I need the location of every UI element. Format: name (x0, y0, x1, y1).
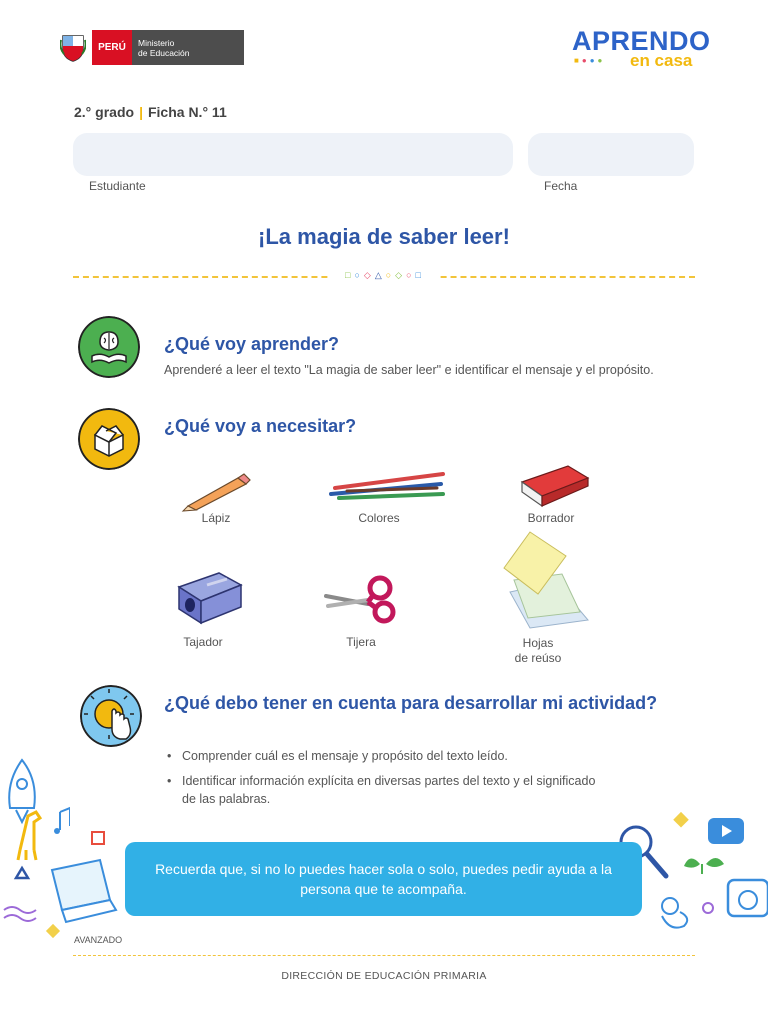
material-label-colors: Colores (358, 511, 400, 525)
date-label: Fecha (544, 179, 578, 193)
material-label-scissors: Tijera (346, 635, 376, 649)
brain-book-icon (78, 316, 140, 378)
learn-text: Aprenderé a leer el texto "La magia de saber leer" e identificar el mensaje y el propósito. (164, 363, 654, 377)
peru-badge: PERÚ (92, 30, 132, 65)
material-label-pencil: Lápiz (201, 511, 231, 525)
radio-icon (728, 880, 768, 916)
learn-heading: ¿Qué voy aprender? (164, 334, 340, 354)
date-field[interactable] (528, 133, 694, 176)
grade-label: 2.° grado (74, 104, 135, 120)
sharpener-icon (173, 565, 247, 627)
list-item: • Identificar información explícita en diversas partes del texto y el significado de las palabras. (165, 772, 605, 808)
reminder-note: Recuerda que, si no lo puedes hacer sola o solo, puedes pedir ayuda a la persona que te acompaña. (125, 842, 642, 916)
material-label-paper: Hojas de reúso (514, 636, 562, 665)
student-label: Estudiante (89, 179, 146, 193)
triangle-icon (16, 868, 28, 878)
wave-icon (4, 907, 36, 921)
ficha-separator: | (139, 104, 143, 120)
video-play-icon (708, 818, 744, 844)
minedu-logo (60, 30, 244, 65)
colored-pencils-icon (325, 470, 449, 504)
diamond-icon (46, 924, 60, 938)
need-heading: ¿Qué voy a necesitar? (164, 416, 357, 436)
divider-ornament-icon: □ ○ ◇ △ ○ ◇ ○ □ (330, 270, 438, 284)
page-title: ¡La magia de saber leer! (258, 224, 510, 249)
diamond-icon (673, 812, 689, 828)
eraser-icon (518, 458, 592, 508)
ministry-line-2: de Educación (138, 47, 190, 58)
ministry-badge (132, 30, 244, 65)
scissors-icon (322, 570, 400, 624)
student-name-field[interactable] (73, 133, 513, 176)
brand-dots-icon: ■●●● (574, 56, 606, 65)
footer-text: DIRECCIÓN DE EDUCACIÓN PRIMARIA (281, 970, 487, 982)
brand-line-2: en casa (630, 51, 693, 70)
material-label-eraser: Borrador (527, 511, 575, 525)
level-label: AVANZADO (74, 935, 123, 945)
material-label-sharpener: Tajador (183, 635, 223, 649)
consider-heading: ¿Qué debo tener en cuenta para desarrollar mi actividad? (164, 693, 658, 713)
grade-ficha-line (74, 104, 227, 120)
pencil-icon (180, 470, 252, 512)
ministry-line-1: Ministerio (138, 37, 175, 48)
sprout-icon (684, 858, 724, 874)
paper-sheets-icon (500, 528, 592, 632)
rocket-icon (9, 760, 35, 822)
light-touch-icon (80, 685, 142, 747)
footer-divider (73, 955, 695, 956)
coat-of-arms-icon (60, 32, 86, 62)
consider-list (165, 747, 605, 815)
ficha-number: Ficha N.° 11 (147, 104, 227, 120)
monkey-icon (662, 898, 687, 928)
list-item: • Comprender cuál es el mensaje y propósito del texto leído. (165, 747, 605, 765)
box-icon (78, 408, 140, 470)
laptop-icon (44, 830, 120, 926)
aprendo-en-casa-logo (572, 26, 722, 70)
brand-line-1: APRENDO (572, 26, 711, 56)
circle-icon (703, 903, 713, 913)
